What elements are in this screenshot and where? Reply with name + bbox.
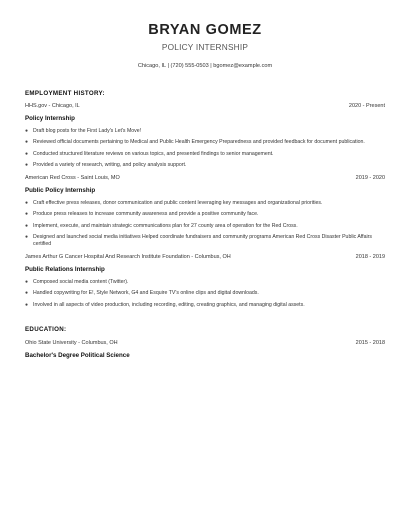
job-entry xyxy=(25,254,385,309)
bullet-icon: ● xyxy=(25,301,29,308)
bullet-item xyxy=(25,128,385,135)
job-header xyxy=(25,103,385,109)
job-entry xyxy=(25,175,385,248)
candidate-name: BRYAN GOMEZ xyxy=(148,22,262,38)
bullet-text: Draft blog posts for the First Lady's Let's Move! xyxy=(33,128,142,134)
job-bullets xyxy=(25,128,385,169)
bullet-text: Provided a variety of research, writing, and policy analysis support. xyxy=(33,161,187,168)
education-header xyxy=(25,340,385,346)
job-bullets xyxy=(25,200,385,248)
bullet-item xyxy=(25,162,385,169)
bullet-text: Reviewed official documents pertaining to Medical and Public Health Emergency Preparedness and provided feedback for document publication. xyxy=(33,139,365,146)
job-dates: 2020 - Present xyxy=(348,103,385,109)
education-entry xyxy=(25,340,385,359)
bullet-item xyxy=(25,200,385,207)
job-organization: American Red Cross - Saint Louis, MO xyxy=(25,174,120,181)
bullet-icon: ● xyxy=(25,278,29,285)
bullet-text: Conducted structured literature reviews on various topics, and presented findings to senior management. xyxy=(33,150,274,157)
bullet-text: Implement, execute, and maintain strategic communications plan for 27 county area of operation for the Red Cross. xyxy=(33,222,298,229)
job-header xyxy=(25,254,385,260)
bullet-text: Involved in all aspects of video production, including recording, editing, creating graphics, and managing digital assets. xyxy=(33,301,305,308)
bullet-item xyxy=(25,139,385,146)
employment-heading: EMPLOYMENT HISTORY: xyxy=(25,90,105,97)
bullet-text: Designed and launched social media initiatives Helped coordinate fundraisers and community programs American Red Cross Disaster Public Affairs certified xyxy=(33,233,372,247)
job-entry xyxy=(25,103,385,169)
bullet-icon: ● xyxy=(25,150,29,157)
resume-subtitle: POLICY INTERNSHIP xyxy=(161,42,249,52)
bullet-item xyxy=(25,234,385,248)
bullet-icon: ● xyxy=(25,199,29,206)
job-dates: 2018 - 2019 xyxy=(355,253,385,260)
job-title: Public Policy Internship xyxy=(25,186,96,194)
bullet-icon: ● xyxy=(25,139,29,146)
bullet-text: Composed social media content (Twitter). xyxy=(33,278,129,285)
job-bullets xyxy=(25,279,385,309)
job-organization: HHS.gov - Chicago, IL xyxy=(25,103,80,109)
contact-line: Chicago, IL | (720) 555-0503 | bgomez@example.com xyxy=(137,63,273,69)
bullet-icon: ● xyxy=(25,161,29,168)
bullet-icon: ● xyxy=(25,290,29,297)
bullet-text: Handled copywriting for E!, Style Network, G4 and Esquire TV's online clips and digital downloads. xyxy=(33,290,259,297)
job-dates: 2019 - 2020 xyxy=(355,174,385,181)
bullet-item xyxy=(25,290,385,297)
bullet-icon: ● xyxy=(25,222,29,229)
bullet-icon: ● xyxy=(25,211,29,218)
bullet-text: Craft effective press releases, donor communication and public content leveraging key messages and organizational priorities. xyxy=(33,199,323,206)
job-title: Public Relations Internship xyxy=(25,265,105,273)
job-organization: James Arthur G Cancer Hospital And Research Institute Foundation - Columbus, OH xyxy=(25,253,231,260)
school-name: Ohio State University - Columbus, OH xyxy=(25,339,118,346)
bullet-item xyxy=(25,151,385,158)
education-dates: 2015 - 2018 xyxy=(355,339,385,346)
job-title: Policy Internship xyxy=(25,115,75,122)
bullet-item xyxy=(25,223,385,230)
bullet-item xyxy=(25,211,385,218)
degree-title: Bachelor's Degree Political Science xyxy=(25,351,130,359)
bullet-icon: ● xyxy=(25,233,29,240)
job-header xyxy=(25,175,385,181)
education-heading: EDUCATION: xyxy=(25,325,67,333)
bullet-item xyxy=(25,279,385,286)
bullet-text: Produce press releases to increase community awareness and provide a positive community face. xyxy=(33,211,259,218)
bullet-item xyxy=(25,302,385,309)
bullet-icon: ● xyxy=(25,128,29,134)
